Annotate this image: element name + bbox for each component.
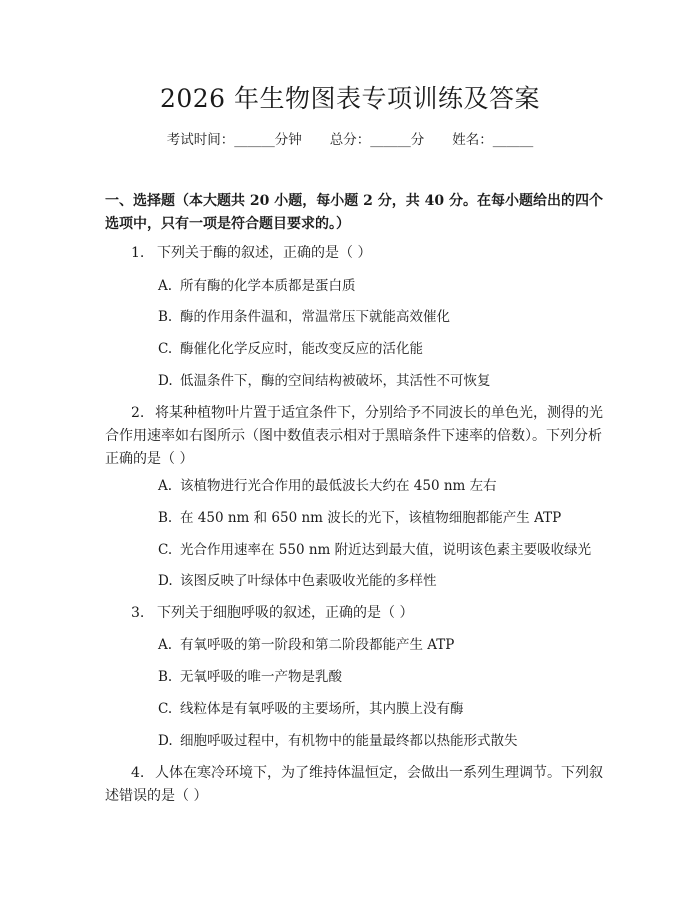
question-1-option-d: D. 低温条件下，酶的空间结构被破坏，其活性不可恢复 bbox=[158, 373, 491, 389]
question-stem: 将某种植物叶片置于适宜条件下，分别给予不同波长的单色光，测得的光合作用速率如右图所示（图中数值表示相对于黑暗条件下速率的倍数）。下列分析正确的是（ ） bbox=[105, 405, 603, 467]
student-name-label: 姓名：______ bbox=[452, 132, 534, 148]
question-3-option-a: A. 有氧呼吸的第一阶段和第二阶段都能产生 ATP bbox=[158, 637, 455, 653]
question-2-option-d: D. 该图反映了叶绿体中色素吸收光能的多样性 bbox=[158, 573, 437, 589]
question-3-option-d: D. 细胞呼吸过程中，有机物中的能量最终都以热能形式散失 bbox=[158, 733, 518, 749]
exam-info-line bbox=[0, 130, 700, 150]
page-title: 2026 年生物图表专项训练及答案 bbox=[159, 84, 541, 113]
question-3-option-c: C. 线粒体是有氧呼吸的主要场所，其内膜上没有酶 bbox=[158, 701, 464, 717]
question-2-option-a: A. 该植物进行光合作用的最低波长大约在 450 nm 左右 bbox=[158, 478, 497, 494]
question-4 bbox=[105, 762, 603, 808]
question-3 bbox=[131, 602, 601, 625]
question-1-option-a: A. 所有酶的化学本质都是蛋白质 bbox=[158, 278, 356, 294]
question-number: 3. bbox=[131, 605, 145, 621]
question-1-option-c: C. 酶催化化学反应时，能改变反应的活化能 bbox=[158, 341, 423, 357]
question-2 bbox=[105, 402, 603, 471]
question-3-option-b: B. 无氧呼吸的唯一产物是乳酸 bbox=[158, 669, 342, 685]
question-2-option-b: B. 在 450 nm 和 650 nm 波长的光下，该植物细胞都能产生 ATP bbox=[158, 510, 562, 526]
question-stem: 人体在寒冷环境下，为了维持体温恒定，会做出一系列生理调节。下列叙述错误的是（ ） bbox=[105, 765, 603, 804]
question-stem: 下列关于酶的叙述，正确的是（ ） bbox=[157, 245, 372, 261]
exam-time-label: 考试时间：______分钟 bbox=[166, 132, 302, 148]
section-heading: 一、选择题（本大题共 20 小题，每小题 2 分，共 40 分。在每小题给出的四个选项中，只有一项是符合题目要求的。） bbox=[105, 193, 603, 232]
question-number: 1. bbox=[131, 245, 145, 261]
question-2-option-c: C. 光合作用速率在 550 nm 附近达到最大值，说明该色素主要吸收绿光 bbox=[158, 542, 592, 558]
question-number: 2. bbox=[131, 405, 145, 421]
question-1 bbox=[131, 242, 601, 265]
total-score-label: 总分：______分 bbox=[329, 132, 425, 148]
question-number: 4. bbox=[131, 765, 145, 781]
question-stem: 下列关于细胞呼吸的叙述，正确的是（ ） bbox=[157, 605, 414, 621]
question-1-option-b: B. 酶的作用条件温和，常温常压下就能高效催化 bbox=[158, 309, 450, 325]
